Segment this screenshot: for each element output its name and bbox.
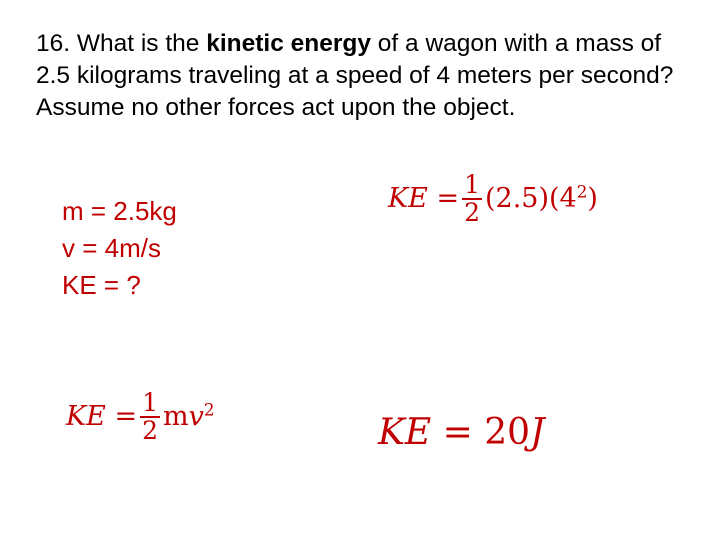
question-text [36,28,696,124]
given-unknown: KE = ? [62,270,141,300]
question-suffix: of a wagon with a mass of 2.5 kilograms traveling at a speed of 4 meters per second? Assume no other forces act upon the object. [36,30,674,121]
result-value: 20 [484,412,531,453]
substituted-equation [388,172,598,227]
one-half-fraction [462,172,482,227]
closing-paren: ) [587,182,598,214]
question-prefix: 16. What is the [36,30,207,57]
given-velocity: v = 4m/s [62,233,161,263]
exponent: 2 [576,181,588,202]
given-values [62,193,177,304]
substituted-factors: (2.5)(4 [485,182,577,214]
fraction-denominator: 2 [464,198,481,228]
fraction-numerator: 1 [142,388,159,417]
fraction-denominator: 2 [142,416,159,446]
ke-symbol: KE [378,412,432,453]
result-equation [378,412,545,453]
one-half-fraction [140,390,160,445]
equals-sign: = [436,182,460,214]
kinetic-energy-formula [66,390,215,445]
exponent: 2 [203,399,215,420]
ke-symbol: KE [66,400,106,432]
equals-sign: = [114,400,138,432]
result-unit: J [530,412,545,453]
mass-symbol: m [163,400,189,432]
fraction-numerator: 1 [464,170,481,199]
question-bold-term: kinetic energy [206,30,371,57]
equals-sign: = [442,412,473,453]
given-mass: m = 2.5kg [62,196,177,226]
velocity-symbol: v [188,400,204,432]
ke-symbol: KE [388,182,428,214]
